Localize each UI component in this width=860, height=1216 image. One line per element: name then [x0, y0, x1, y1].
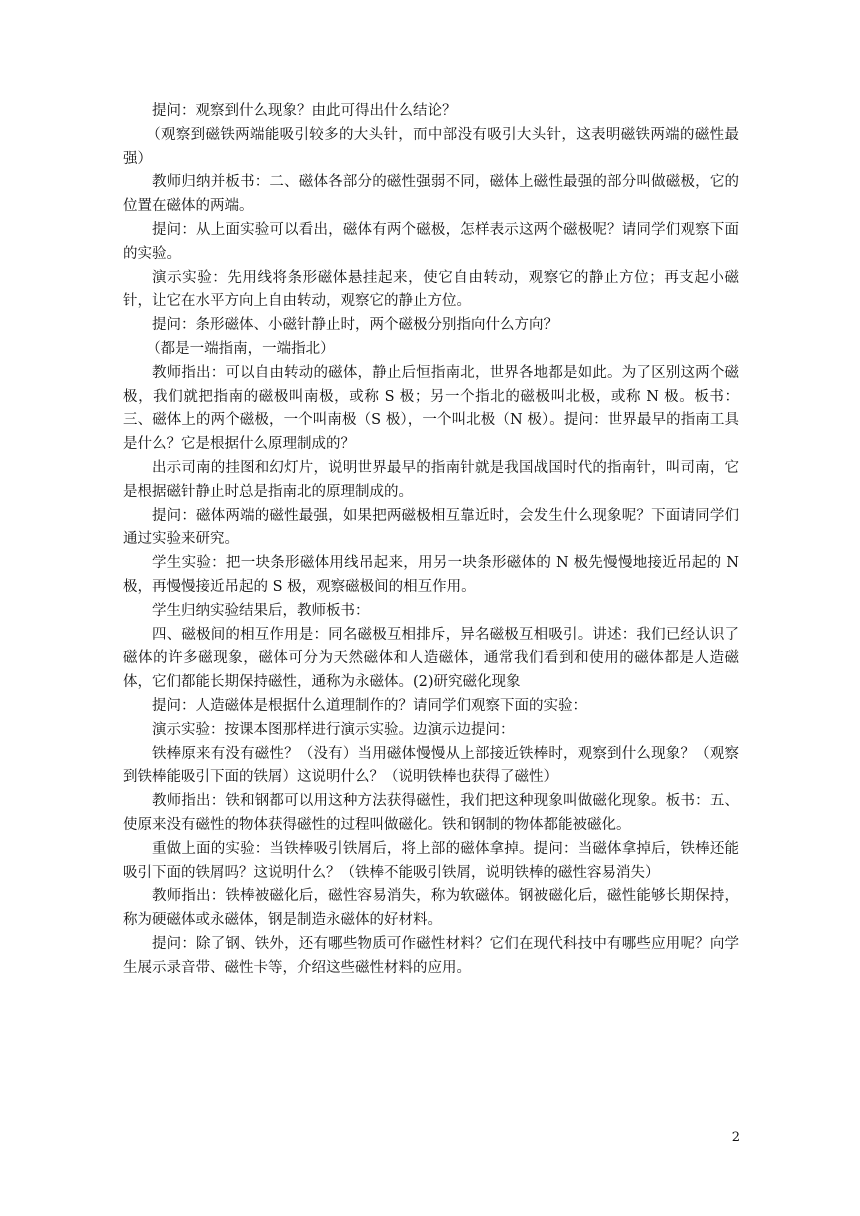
paragraph: 学生实验：把一块条形磁体用线吊起来，用另一块条形磁体的 N 极先慢慢地接近吊起的 N 极，再慢慢接近吊起的 S 极，观察磁极间的相互作用。	[123, 555, 739, 595]
document-body	[123, 100, 739, 980]
paragraph: 演示实验：按课本图那样进行演示实验。边演示边提问：	[152, 721, 515, 738]
paragraph: 教师归纳并板书：二、磁体各部分的磁性强弱不同，磁体上磁性最强的部分叫做磁极，它的位置在磁体的两端。	[123, 174, 739, 215]
paragraph: 学生归纳实验结果后，教师板书：	[152, 602, 370, 619]
paragraph: 四、磁极间的相互作用是：同名磁极互相排斥，异名磁极互相吸引。讲述：我们已经认识了磁体的许多磁现象，磁体可分为天然磁体和人造磁体，通常我们看到和使用的磁体都是人造磁体，它们都能长期保持磁性，通称为永磁体。(2)研究磁化现象	[123, 626, 739, 691]
paragraph: （都是一端指南，一端指北）	[146, 340, 335, 357]
paragraph: （观察到磁铁两端能吸引较多的大头针，而中部没有吸引大头针，这表明磁铁两端的磁性最强）	[123, 126, 739, 167]
page-number: 2	[731, 1130, 740, 1145]
paragraph: 铁棒原来有没有磁性？（没有）当用磁体慢慢从上部接近铁棒时，观察到什么现象？（观察到铁棒能吸引下面的铁屑）这说明什么？（说明铁棒也获得了磁性）	[123, 745, 739, 786]
paragraph: 演示实验：先用线将条形磁体悬挂起来，使它自由转动，观察它的静止方位；再支起小磁针，让它在水平方向上自由转动，观察它的静止方位。	[123, 269, 739, 310]
paragraph: 重做上面的实验：当铁棒吸引铁屑后，将上部的磁体拿掉。提问：当磁体拿掉后，铁棒还能吸引下面的铁屑吗？这说明什么？（铁棒不能吸引铁屑，说明铁棒的磁性容易消失）	[123, 840, 739, 881]
paragraph: 提问：观察到什么现象？由此可得出什么结论？	[152, 103, 457, 119]
paragraph: 提问：磁体两端的磁性最强，如果把两磁极相互靠近时，会发生什么现象呢？下面请同学们通过实验来研究。	[123, 507, 739, 548]
paragraph: 教师指出：铁和钢都可以用这种方法获得磁性，我们把这种现象叫做磁化现象。板书：五、使原来没有磁性的物体获得磁性的过程叫做磁化。铁和钢制的物体都能被磁化。	[123, 793, 739, 833]
paragraph: 提问：除了钢、铁外，还有哪些物质可作磁性材料？它们在现代科技中有哪些应用呢？向学生展示录音带、磁性卡等，介绍这些磁性材料的应用。	[123, 935, 739, 976]
paragraph: 提问：条形磁体、小磁针静止时，两个磁极分别指向什么方向？	[152, 317, 558, 334]
paragraph: 出示司南的挂图和幻灯片，说明世界最早的指南针就是我国战国时代的指南针，叫司南，它是根据磁针静止时总是指南北的原理制成的。	[123, 459, 739, 500]
paragraph: 教师指出：铁棒被磁化后，磁性容易消失，称为软磁体。钢被磁化后，磁性能够长期保持，称为硬磁体或永磁体，钢是制造永磁体的好材料。	[123, 888, 739, 929]
paragraph: 教师指出：可以自由转动的磁体，静止后恒指南北，世界各地都是如此。为了区别这两个磁极，我们就把指南的磁极叫南极，或称 S 极；另一个指北的磁极叫北极，或称 N 极。板书：三、磁体上的两个磁极，一个叫南极（S 极），一个叫北极（N 极）。提问：世界最早的指南工具是什么？它是根据什么原理制成的？	[123, 364, 739, 453]
paragraph: 提问：人造磁体是根据什么道理制作的？请同学们观察下面的实验：	[152, 697, 587, 714]
paragraph: 提问：从上面实验可以看出，磁体有两个磁极，怎样表示这两个磁极呢？请同学们观察下面的实验。	[123, 221, 739, 262]
